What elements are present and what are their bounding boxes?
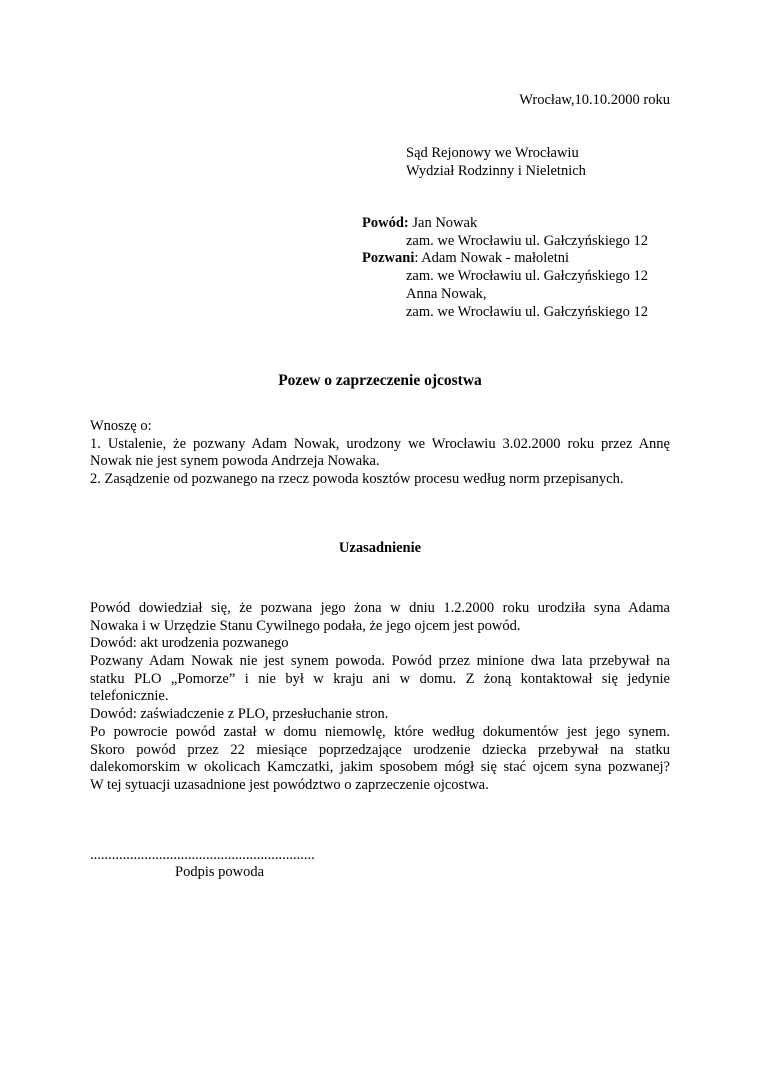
justification-line: Skoro powód przez 22 miesiące poprzedzające urodzenie dziecka przebywał na statku: [90, 742, 670, 758]
justification-line: Pozwany Adam Nowak nie jest synem powoda. Powód przez minione dwa lata przebywał na: [90, 653, 670, 669]
justification-line: Powód dowiedział się, że pozwana jego żona w dniu 1.2.2000 roku urodziła syna Adama: [90, 600, 670, 616]
justification-line: dalekomorskim w okolicach Kamczatki, jakim sposobem mógł się stać ojcem syna pozwanej?: [90, 759, 670, 775]
justification-line: telefonicznie.: [90, 688, 169, 704]
justification-line: Dowód: zaświadczenie z PLO, przesłuchanie stron.: [90, 706, 389, 722]
plaintiff-line: [362, 214, 477, 232]
justification-line: Nowaka i w Urzędzie Stanu Cywilnego podała, że jego ojcem jest powód.: [90, 618, 521, 634]
request-line: 2. Zasądzenie od pozwanego na rzecz powoda kosztów procesu według norm przepisanych.: [90, 471, 624, 487]
signature-dots: ..............................................................: [90, 847, 315, 863]
defendants-line: [362, 249, 569, 267]
defendants-label: Pozwani: [362, 250, 415, 266]
court-division: Wydział Rodzinny i Nieletnich: [406, 163, 586, 179]
defendant2-address: zam. we Wrocławiu ul. Gałczyńskiego 12: [406, 304, 648, 320]
plaintiff-name: Jan Nowak: [408, 215, 478, 231]
justification-line: Po powrocie powód zastał w domu niemowlę, które według dokumentów jest jego synem.: [90, 724, 670, 740]
plaintiff-address: zam. we Wrocławiu ul. Gałczyńskiego 12: [406, 233, 648, 249]
document-title: Pozew o zaprzeczenie ojcostwa: [278, 372, 482, 389]
justification-heading: Uzasadnienie: [338, 540, 422, 556]
justification-line: statku PLO „Pomorze” i nie był w kraju ani w domu. Z żoną kontaktował się jedynie: [90, 671, 670, 687]
defendant1-name: : Adam Nowak - małoletni: [414, 250, 569, 266]
request-line: Nowak nie jest synem powoda Andrzeja Nowaka.: [90, 453, 380, 469]
defendant1-address: zam. we Wrocławiu ul. Gałczyńskiego 12: [406, 268, 648, 284]
court-name: Sąd Rejonowy we Wrocławiu: [406, 145, 579, 161]
requests-intro: Wnoszę o:: [90, 418, 152, 434]
signature-label: Podpis powoda: [175, 864, 265, 880]
justification-line: Dowód: akt urodzenia pozwanego: [90, 635, 289, 651]
request-line: 1. Ustalenie, że pozwany Adam Nowak, urodzony we Wrocławiu 3.02.2000 roku przez Annę: [90, 436, 670, 452]
plaintiff-label: Powód:: [362, 215, 409, 231]
defendant2-name: Anna Nowak,: [406, 286, 487, 302]
place-date: Wrocław,10.10.2000 roku: [519, 92, 670, 108]
justification-line: W tej sytuacji uzasadnione jest powództwo o zaprzeczenie ojcostwa.: [90, 777, 489, 793]
